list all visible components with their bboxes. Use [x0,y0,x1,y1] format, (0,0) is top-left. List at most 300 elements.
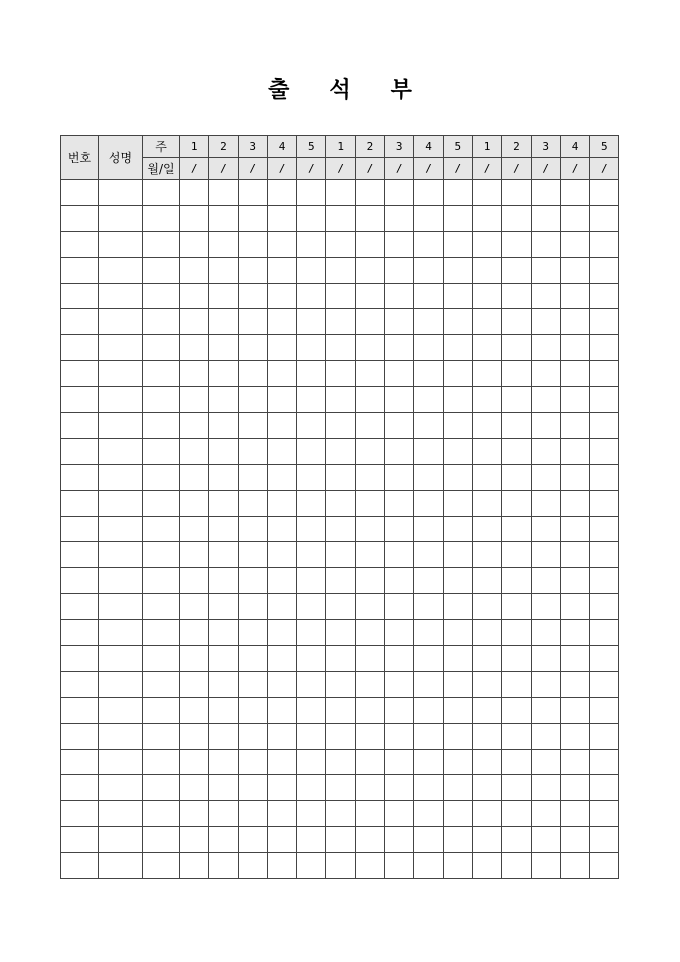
attendance-cell[interactable] [590,801,619,827]
attendance-cell[interactable] [209,231,238,257]
attendance-cell[interactable] [209,801,238,827]
attendance-cell[interactable] [414,646,443,672]
attendance-cell[interactable] [502,853,531,879]
attendance-cell[interactable] [385,257,414,283]
attendance-cell[interactable] [443,516,472,542]
attendance-cell[interactable] [297,231,326,257]
attendance-cell[interactable] [443,827,472,853]
attendance-cell[interactable] [209,568,238,594]
attendance-cell[interactable] [180,697,209,723]
attendance-cell[interactable] [238,775,267,801]
attendance-cell[interactable] [238,490,267,516]
attendance-cell[interactable] [267,180,296,206]
attendance-cell[interactable] [209,516,238,542]
attendance-cell[interactable] [443,205,472,231]
attendance-cell[interactable] [385,205,414,231]
attendance-cell[interactable] [414,801,443,827]
attendance-cell[interactable] [472,749,501,775]
attendance-cell[interactable] [385,827,414,853]
attendance-cell[interactable] [472,542,501,568]
attendance-cell[interactable] [355,335,384,361]
attendance-cell[interactable] [209,542,238,568]
attendance-cell[interactable] [267,801,296,827]
attendance-cell[interactable] [267,387,296,413]
attendance-cell[interactable] [560,413,589,439]
attendance-cell[interactable] [502,620,531,646]
attendance-cell[interactable] [355,283,384,309]
attendance-cell[interactable] [180,646,209,672]
name-cell[interactable] [99,801,143,827]
attendance-cell[interactable] [355,827,384,853]
attendance-cell[interactable] [590,827,619,853]
attendance-cell[interactable] [502,464,531,490]
attendance-cell[interactable] [590,231,619,257]
attendance-cell[interactable] [180,231,209,257]
attendance-cell[interactable] [472,231,501,257]
attendance-cell[interactable] [209,827,238,853]
attendance-cell[interactable] [267,620,296,646]
attendance-cell[interactable] [238,801,267,827]
attendance-cell[interactable] [531,180,560,206]
attendance-cell[interactable] [180,413,209,439]
date-label-cell[interactable] [143,464,180,490]
attendance-cell[interactable] [180,671,209,697]
date-label-cell[interactable] [143,361,180,387]
attendance-cell[interactable] [531,568,560,594]
attendance-cell[interactable] [326,646,355,672]
attendance-cell[interactable] [531,542,560,568]
attendance-cell[interactable] [267,309,296,335]
attendance-cell[interactable] [443,853,472,879]
date-label-cell[interactable] [143,283,180,309]
attendance-cell[interactable] [502,257,531,283]
attendance-cell[interactable] [180,257,209,283]
attendance-cell[interactable] [385,464,414,490]
attendance-cell[interactable] [502,283,531,309]
number-cell[interactable] [61,464,99,490]
date-label-cell[interactable] [143,775,180,801]
attendance-cell[interactable] [355,438,384,464]
attendance-cell[interactable] [209,464,238,490]
attendance-cell[interactable] [414,464,443,490]
attendance-cell[interactable] [472,671,501,697]
name-cell[interactable] [99,257,143,283]
attendance-cell[interactable] [560,387,589,413]
attendance-cell[interactable] [297,361,326,387]
name-cell[interactable] [99,413,143,439]
name-cell[interactable] [99,827,143,853]
attendance-cell[interactable] [560,620,589,646]
attendance-cell[interactable] [531,335,560,361]
attendance-cell[interactable] [385,490,414,516]
attendance-cell[interactable] [590,775,619,801]
name-cell[interactable] [99,180,143,206]
attendance-cell[interactable] [180,205,209,231]
attendance-cell[interactable] [180,749,209,775]
attendance-cell[interactable] [502,801,531,827]
number-cell[interactable] [61,594,99,620]
attendance-cell[interactable] [472,827,501,853]
attendance-cell[interactable] [180,723,209,749]
attendance-cell[interactable] [414,723,443,749]
attendance-cell[interactable] [355,568,384,594]
attendance-cell[interactable] [238,542,267,568]
attendance-cell[interactable] [297,205,326,231]
attendance-cell[interactable] [180,361,209,387]
attendance-cell[interactable] [472,594,501,620]
attendance-cell[interactable] [443,542,472,568]
name-cell[interactable] [99,309,143,335]
attendance-cell[interactable] [238,749,267,775]
attendance-cell[interactable] [443,309,472,335]
name-cell[interactable] [99,723,143,749]
name-cell[interactable] [99,671,143,697]
attendance-cell[interactable] [385,801,414,827]
attendance-cell[interactable] [326,361,355,387]
attendance-cell[interactable] [560,775,589,801]
attendance-cell[interactable] [209,594,238,620]
date-label-cell[interactable] [143,594,180,620]
attendance-cell[interactable] [560,464,589,490]
date-label-cell[interactable] [143,413,180,439]
attendance-cell[interactable] [472,309,501,335]
attendance-cell[interactable] [238,723,267,749]
attendance-cell[interactable] [355,361,384,387]
attendance-cell[interactable] [590,387,619,413]
attendance-cell[interactable] [326,387,355,413]
attendance-cell[interactable] [267,257,296,283]
attendance-cell[interactable] [238,646,267,672]
attendance-cell[interactable] [560,671,589,697]
attendance-cell[interactable] [297,853,326,879]
attendance-cell[interactable] [414,671,443,697]
attendance-cell[interactable] [502,671,531,697]
attendance-cell[interactable] [590,853,619,879]
date-label-cell[interactable] [143,853,180,879]
attendance-cell[interactable] [531,801,560,827]
attendance-cell[interactable] [414,827,443,853]
attendance-cell[interactable] [560,438,589,464]
attendance-cell[interactable] [209,749,238,775]
attendance-cell[interactable] [267,853,296,879]
attendance-cell[interactable] [180,853,209,879]
attendance-cell[interactable] [443,387,472,413]
attendance-cell[interactable] [209,697,238,723]
attendance-cell[interactable] [502,387,531,413]
attendance-cell[interactable] [209,335,238,361]
attendance-cell[interactable] [531,723,560,749]
attendance-cell[interactable] [560,490,589,516]
attendance-cell[interactable] [209,309,238,335]
attendance-cell[interactable] [267,775,296,801]
attendance-cell[interactable] [531,309,560,335]
attendance-cell[interactable] [531,283,560,309]
attendance-cell[interactable] [590,205,619,231]
attendance-cell[interactable] [560,335,589,361]
attendance-cell[interactable] [326,775,355,801]
attendance-cell[interactable] [238,361,267,387]
attendance-cell[interactable] [385,697,414,723]
attendance-cell[interactable] [297,387,326,413]
attendance-cell[interactable] [443,568,472,594]
attendance-cell[interactable] [385,723,414,749]
attendance-cell[interactable] [531,490,560,516]
attendance-cell[interactable] [326,853,355,879]
number-cell[interactable] [61,827,99,853]
attendance-cell[interactable] [297,283,326,309]
attendance-cell[interactable] [238,387,267,413]
attendance-cell[interactable] [560,801,589,827]
attendance-cell[interactable] [180,180,209,206]
number-cell[interactable] [61,646,99,672]
attendance-cell[interactable] [326,801,355,827]
attendance-cell[interactable] [385,387,414,413]
attendance-cell[interactable] [209,620,238,646]
attendance-cell[interactable] [560,283,589,309]
attendance-cell[interactable] [180,464,209,490]
date-label-cell[interactable] [143,490,180,516]
attendance-cell[interactable] [355,257,384,283]
attendance-cell[interactable] [385,620,414,646]
attendance-cell[interactable] [472,853,501,879]
attendance-cell[interactable] [180,490,209,516]
attendance-cell[interactable] [590,671,619,697]
attendance-cell[interactable] [326,438,355,464]
date-label-cell[interactable] [143,180,180,206]
attendance-cell[interactable] [209,257,238,283]
attendance-cell[interactable] [238,594,267,620]
attendance-cell[interactable] [385,671,414,697]
attendance-cell[interactable] [385,361,414,387]
number-cell[interactable] [61,387,99,413]
attendance-cell[interactable] [238,620,267,646]
attendance-cell[interactable] [531,516,560,542]
attendance-cell[interactable] [443,697,472,723]
number-cell[interactable] [61,309,99,335]
attendance-cell[interactable] [590,594,619,620]
number-cell[interactable] [61,361,99,387]
attendance-cell[interactable] [180,827,209,853]
attendance-cell[interactable] [414,387,443,413]
attendance-cell[interactable] [472,361,501,387]
date-label-cell[interactable] [143,568,180,594]
attendance-cell[interactable] [385,542,414,568]
attendance-cell[interactable] [267,438,296,464]
attendance-cell[interactable] [238,413,267,439]
date-label-cell[interactable] [143,671,180,697]
number-cell[interactable] [61,438,99,464]
number-cell[interactable] [61,568,99,594]
attendance-cell[interactable] [414,490,443,516]
attendance-cell[interactable] [326,671,355,697]
number-cell[interactable] [61,205,99,231]
attendance-cell[interactable] [326,335,355,361]
attendance-cell[interactable] [238,438,267,464]
attendance-cell[interactable] [209,671,238,697]
attendance-cell[interactable] [238,827,267,853]
attendance-cell[interactable] [326,205,355,231]
attendance-cell[interactable] [443,361,472,387]
attendance-cell[interactable] [238,697,267,723]
attendance-cell[interactable] [267,646,296,672]
date-label-cell[interactable] [143,827,180,853]
attendance-cell[interactable] [209,853,238,879]
name-cell[interactable] [99,464,143,490]
attendance-cell[interactable] [355,231,384,257]
attendance-cell[interactable] [385,231,414,257]
attendance-cell[interactable] [414,542,443,568]
date-label-cell[interactable] [143,257,180,283]
attendance-cell[interactable] [443,749,472,775]
attendance-cell[interactable] [472,205,501,231]
date-label-cell[interactable] [143,335,180,361]
attendance-cell[interactable] [209,490,238,516]
attendance-cell[interactable] [385,335,414,361]
date-label-cell[interactable] [143,309,180,335]
attendance-cell[interactable] [297,646,326,672]
number-cell[interactable] [61,490,99,516]
date-label-cell[interactable] [143,646,180,672]
number-cell[interactable] [61,231,99,257]
attendance-cell[interactable] [560,309,589,335]
number-cell[interactable] [61,697,99,723]
attendance-cell[interactable] [472,801,501,827]
attendance-cell[interactable] [385,568,414,594]
attendance-cell[interactable] [472,646,501,672]
attendance-cell[interactable] [180,801,209,827]
name-cell[interactable] [99,205,143,231]
attendance-cell[interactable] [531,853,560,879]
attendance-cell[interactable] [297,568,326,594]
attendance-cell[interactable] [385,438,414,464]
attendance-cell[interactable] [472,620,501,646]
attendance-cell[interactable] [267,205,296,231]
attendance-cell[interactable] [502,697,531,723]
attendance-cell[interactable] [414,749,443,775]
attendance-cell[interactable] [326,180,355,206]
attendance-cell[interactable] [472,490,501,516]
attendance-cell[interactable] [238,671,267,697]
attendance-cell[interactable] [355,671,384,697]
attendance-cell[interactable] [443,231,472,257]
attendance-cell[interactable] [472,516,501,542]
attendance-cell[interactable] [590,438,619,464]
attendance-cell[interactable] [502,516,531,542]
attendance-cell[interactable] [590,749,619,775]
attendance-cell[interactable] [414,257,443,283]
attendance-cell[interactable] [297,749,326,775]
attendance-cell[interactable] [297,490,326,516]
attendance-cell[interactable] [443,671,472,697]
attendance-cell[interactable] [326,827,355,853]
attendance-cell[interactable] [267,697,296,723]
attendance-cell[interactable] [180,438,209,464]
attendance-cell[interactable] [590,257,619,283]
attendance-cell[interactable] [531,257,560,283]
attendance-cell[interactable] [385,180,414,206]
attendance-cell[interactable] [502,594,531,620]
attendance-cell[interactable] [385,283,414,309]
number-cell[interactable] [61,542,99,568]
attendance-cell[interactable] [209,387,238,413]
number-cell[interactable] [61,620,99,646]
attendance-cell[interactable] [472,438,501,464]
attendance-cell[interactable] [472,464,501,490]
attendance-cell[interactable] [531,646,560,672]
attendance-cell[interactable] [385,646,414,672]
attendance-cell[interactable] [297,671,326,697]
attendance-cell[interactable] [297,516,326,542]
attendance-cell[interactable] [297,801,326,827]
attendance-cell[interactable] [267,413,296,439]
attendance-cell[interactable] [180,309,209,335]
attendance-cell[interactable] [590,620,619,646]
date-label-cell[interactable] [143,620,180,646]
attendance-cell[interactable] [443,464,472,490]
attendance-cell[interactable] [355,490,384,516]
attendance-cell[interactable] [443,646,472,672]
number-cell[interactable] [61,413,99,439]
attendance-cell[interactable] [209,180,238,206]
attendance-cell[interactable] [180,516,209,542]
date-label-cell[interactable] [143,438,180,464]
attendance-cell[interactable] [297,542,326,568]
attendance-cell[interactable] [385,749,414,775]
attendance-cell[interactable] [355,646,384,672]
attendance-cell[interactable] [297,257,326,283]
attendance-cell[interactable] [531,464,560,490]
attendance-cell[interactable] [326,697,355,723]
attendance-cell[interactable] [326,413,355,439]
attendance-cell[interactable] [590,542,619,568]
date-label-cell[interactable] [143,516,180,542]
attendance-cell[interactable] [267,568,296,594]
attendance-cell[interactable] [443,620,472,646]
attendance-cell[interactable] [560,361,589,387]
attendance-cell[interactable] [502,231,531,257]
attendance-cell[interactable] [560,646,589,672]
attendance-cell[interactable] [443,257,472,283]
name-cell[interactable] [99,620,143,646]
name-cell[interactable] [99,749,143,775]
attendance-cell[interactable] [414,568,443,594]
attendance-cell[interactable] [297,335,326,361]
date-label-cell[interactable] [143,205,180,231]
attendance-cell[interactable] [267,827,296,853]
name-cell[interactable] [99,490,143,516]
attendance-cell[interactable] [385,413,414,439]
number-cell[interactable] [61,671,99,697]
attendance-cell[interactable] [355,801,384,827]
attendance-cell[interactable] [209,205,238,231]
attendance-cell[interactable] [472,283,501,309]
attendance-cell[interactable] [560,205,589,231]
attendance-cell[interactable] [502,568,531,594]
attendance-cell[interactable] [209,646,238,672]
name-cell[interactable] [99,516,143,542]
attendance-cell[interactable] [180,542,209,568]
attendance-cell[interactable] [590,309,619,335]
attendance-cell[interactable] [502,438,531,464]
attendance-cell[interactable] [472,257,501,283]
attendance-cell[interactable] [414,594,443,620]
attendance-cell[interactable] [443,413,472,439]
attendance-cell[interactable] [443,801,472,827]
attendance-cell[interactable] [238,568,267,594]
attendance-cell[interactable] [267,749,296,775]
attendance-cell[interactable] [502,775,531,801]
attendance-cell[interactable] [414,309,443,335]
